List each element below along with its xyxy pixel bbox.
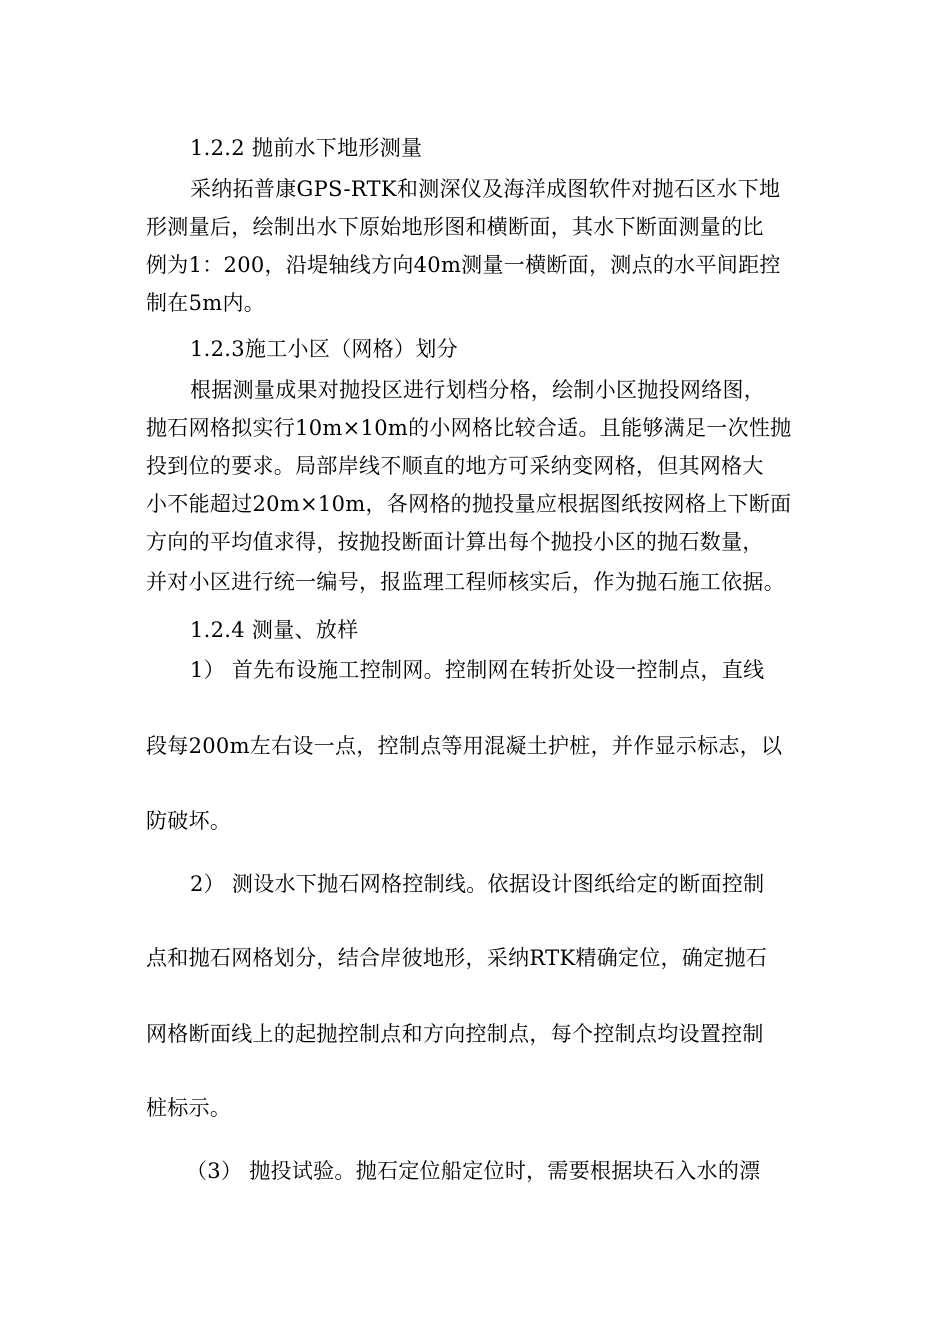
list-item-2-line: 2） 测设水下抛石网格控制线。依据设计图纸给定的断面控制	[190, 872, 765, 896]
list-item-1-line: 段每200m左右设一点，控制点等用混凝土护桩，并作显示标志，以	[146, 734, 783, 758]
section-heading-1-2-2: 1.2.2 抛前水下地形测量	[190, 136, 423, 160]
paragraph-line: 制在5m内。	[146, 291, 266, 315]
section-heading-1-2-4: 1.2.4 测量、放样	[190, 618, 359, 642]
paragraph-line: 方向的平均值求得，按抛投断面计算出每个抛投小区的抛石数量，	[146, 530, 764, 554]
paragraph-line: 形测量后，绘制出水下原始地形图和横断面，其水下断面测量的比	[146, 215, 764, 239]
paragraph-line: 例为1：200，沿堤轴线方向40m测量一横断面，测点的水平间距控	[146, 253, 781, 277]
paragraph-line: 投到位的要求。局部岸线不顺直的地方可采纳变网格，但其网格大	[146, 454, 764, 478]
paragraph-line: 并对小区进行统一编号，报监理工程师核实后，作为抛石施工依据。	[146, 570, 785, 594]
list-item-2-line: 网格断面线上的起抛控制点和方向控制点，每个控制点均设置控制	[146, 1022, 764, 1046]
paragraph-line: 采纳拓普康GPS-RTK和测深仪及海洋成图软件对抛石区水下地	[190, 177, 781, 201]
list-item-1-line: 防破坏。	[146, 809, 232, 833]
list-item-1-line: 1） 首先布设施工控制网。控制网在转折处设一控制点，直线	[190, 658, 765, 682]
list-item-2-line: 桩标示。	[146, 1096, 232, 1120]
list-item-3-line: （3） 抛投试验。抛石定位船定位时，需要根据块石入水的漂	[186, 1159, 761, 1183]
list-item-2-line: 点和抛石网格划分，结合岸彼地形，采纳RTK精确定位，确定抛石	[146, 946, 768, 970]
paragraph-line: 根据测量成果对抛投区进行划档分格，绘制小区抛投网络图，	[190, 378, 766, 402]
section-heading-1-2-3: 1.2.3施工小区（网格）划分	[190, 337, 458, 361]
paragraph-line: 小不能超过20m×10m，各网格的抛投量应根据图纸按网格上下断面	[146, 492, 792, 516]
paragraph-line: 抛石网格拟实行10m×10m的小网格比较合适。且能够满足一次性抛	[146, 416, 792, 440]
